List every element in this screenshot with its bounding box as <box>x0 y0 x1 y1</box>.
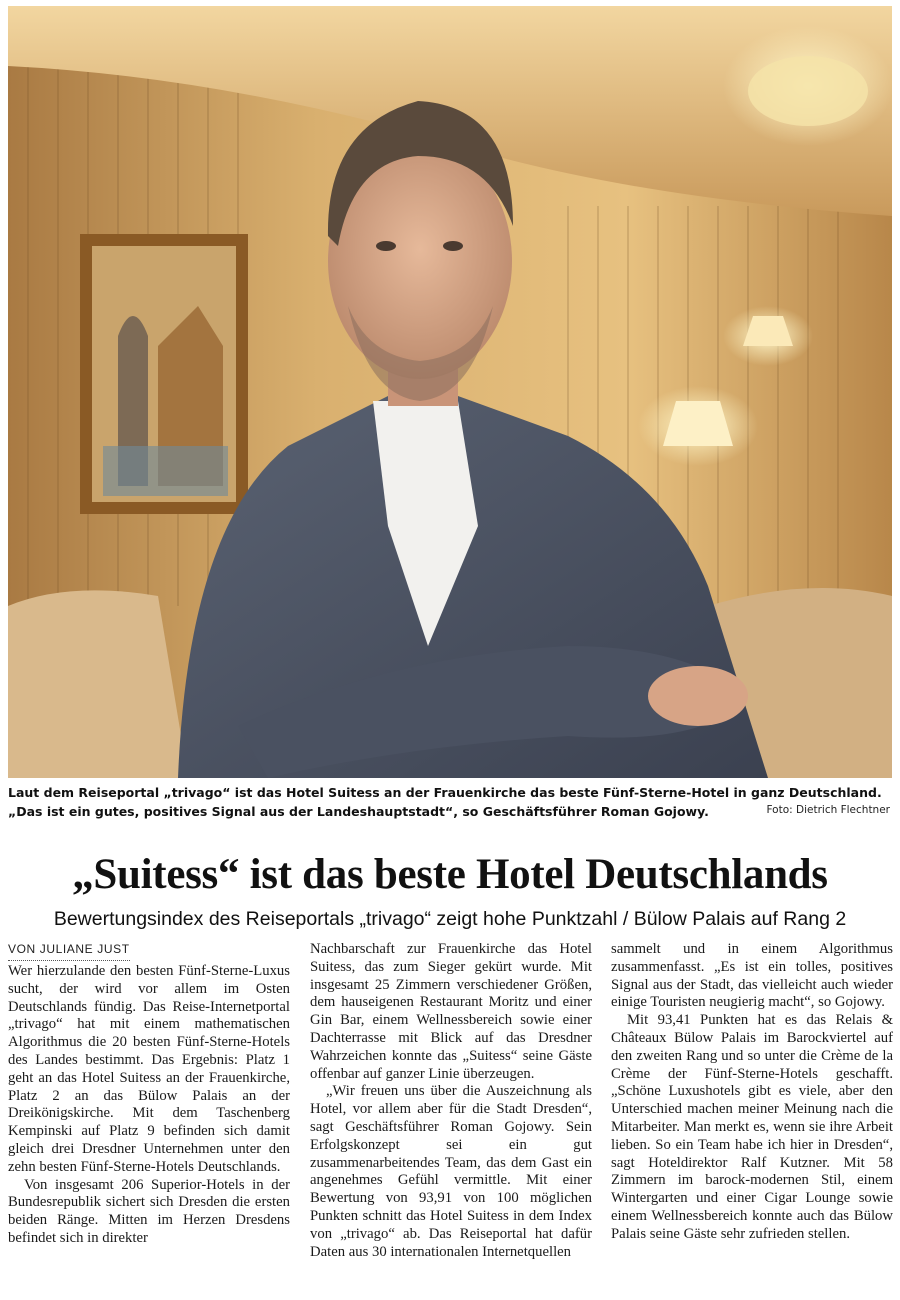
article-column-1 <box>8 963 290 1248</box>
article-column-3 <box>611 941 893 1244</box>
article-subheadline: Bewertungsindex des Reiseportals „trivago“ zeigt hohe Punktzahl / Bülow Palais auf Rang 2 <box>53 908 847 930</box>
article-photo <box>8 6 892 778</box>
paragraph: Nachbarschaft zur Frauenkirche das Hotel Suitess, das zum Sieger gekürt wurde. Mit insgesamt 25 Zimmern verschiedener Größen, dem hauseigenen Restaurant Moritz und einer Gin Bar, einem Wellnessbereich sowie einer Dachterrasse mit Blick auf das Dresdner Wahrzeichen konnte das „Suitess“ seine Gäste offenbar auf ganzer Linie überzeugen. <box>310 941 592 1082</box>
paragraph: Von insgesamt 206 Superior-Hotels in der Bundesrepublik sichert sich Dresden die ersten beiden Ränge. Mitten im Herzen Dresdens befindet sich in direkter <box>8 1176 290 1246</box>
paragraph: sammelt und in einem Algorithmus zusammenfasst. „Es ist ein tolles, positives Signal aus der Stadt, das vielleicht auch wieder einige Touristen neugierig macht“, so Gojowy. <box>611 941 893 1011</box>
article-column-2 <box>310 941 592 1261</box>
photo-illustration <box>8 6 892 778</box>
paragraph: Mit 93,41 Punkten hat es das Relais & Châteaux Bülow Palais im Barockviertel auf den zweiten Rang und so unter die Crème de la Crème der Fünf-Sterne-Hotels geschafft. „Schöne Luxushotels gibt es viele, aber den Unterschied machen meiner Meinung nach die Mitarbeiter. Man merkt es, wenn sie ihre Arbeit lieben. So ein Team habe ich hier in Dresden“, sagt Hoteldirektor Ralf Kutzner. Mit 58 Zimmern im barock-modernen Stil, einem Wintergarten und einer Cigar Lounge sowie einem Wellnessbereich konnte auch das Bülow Palais seine Gäste sehr zufrieden stellen. <box>611 1012 893 1242</box>
article-headline: „Suitess“ ist das beste Hotel Deutschlands <box>72 851 828 898</box>
photo-credit: Foto: Dietrich Flechtner <box>766 804 890 816</box>
paragraph: „Wir freuen uns über die Auszeichnung als Hotel, vor allem aber für die Stadt Dresden“, sagt Geschäftsführer Roman Gojowy. Sein Erfolgskonzept sei ein gut zusammenarbeitendes Team, das dem Gast ein angenehmes Gefühl vermittle. Mit einer Bewertung von 93,91 von 100 möglichen Punkten schnitt das Hotel Suitess in dem Index von „trivago“ ab. Das Reiseportal hat dafür Daten aus 30 internationalen Internetquellen <box>310 1083 592 1260</box>
article-byline: VON JULIANE JUST <box>8 940 130 961</box>
photo-caption: Laut dem Reiseportal „trivago“ ist das Hotel Suitess an der Frauenkirche das beste Fünf-Sterne-Hotel in ganz Deutschland. „Das ist ein gutes, positives Signal aus der Landeshauptstadt“, so Geschäftsführer Roman Gojowy. <box>8 785 882 819</box>
paragraph: Wer hierzulande den besten Fünf-Sterne-Luxus sucht, der wird vor allem im Osten Deutschlands fündig. Das Reise-Internetportal „trivago“ hat mit einem mathematischen Algorithmus die 20 besten Fünf-Sterne-Hotels des Landes bestimmt. Das Ergebnis: Platz 1 geht an das Hotel Suitess an der Frauenkirche, Platz 2 an das Bülow Palais an der Dreikönigskirche. Mit dem Taschenberg Kempinski auf Platz 9 befinden sich damit gleich drei Dresdner Unternehmen unter den zehn besten Fünf-Sterne-Hotels Deutschlands. <box>8 963 290 1175</box>
